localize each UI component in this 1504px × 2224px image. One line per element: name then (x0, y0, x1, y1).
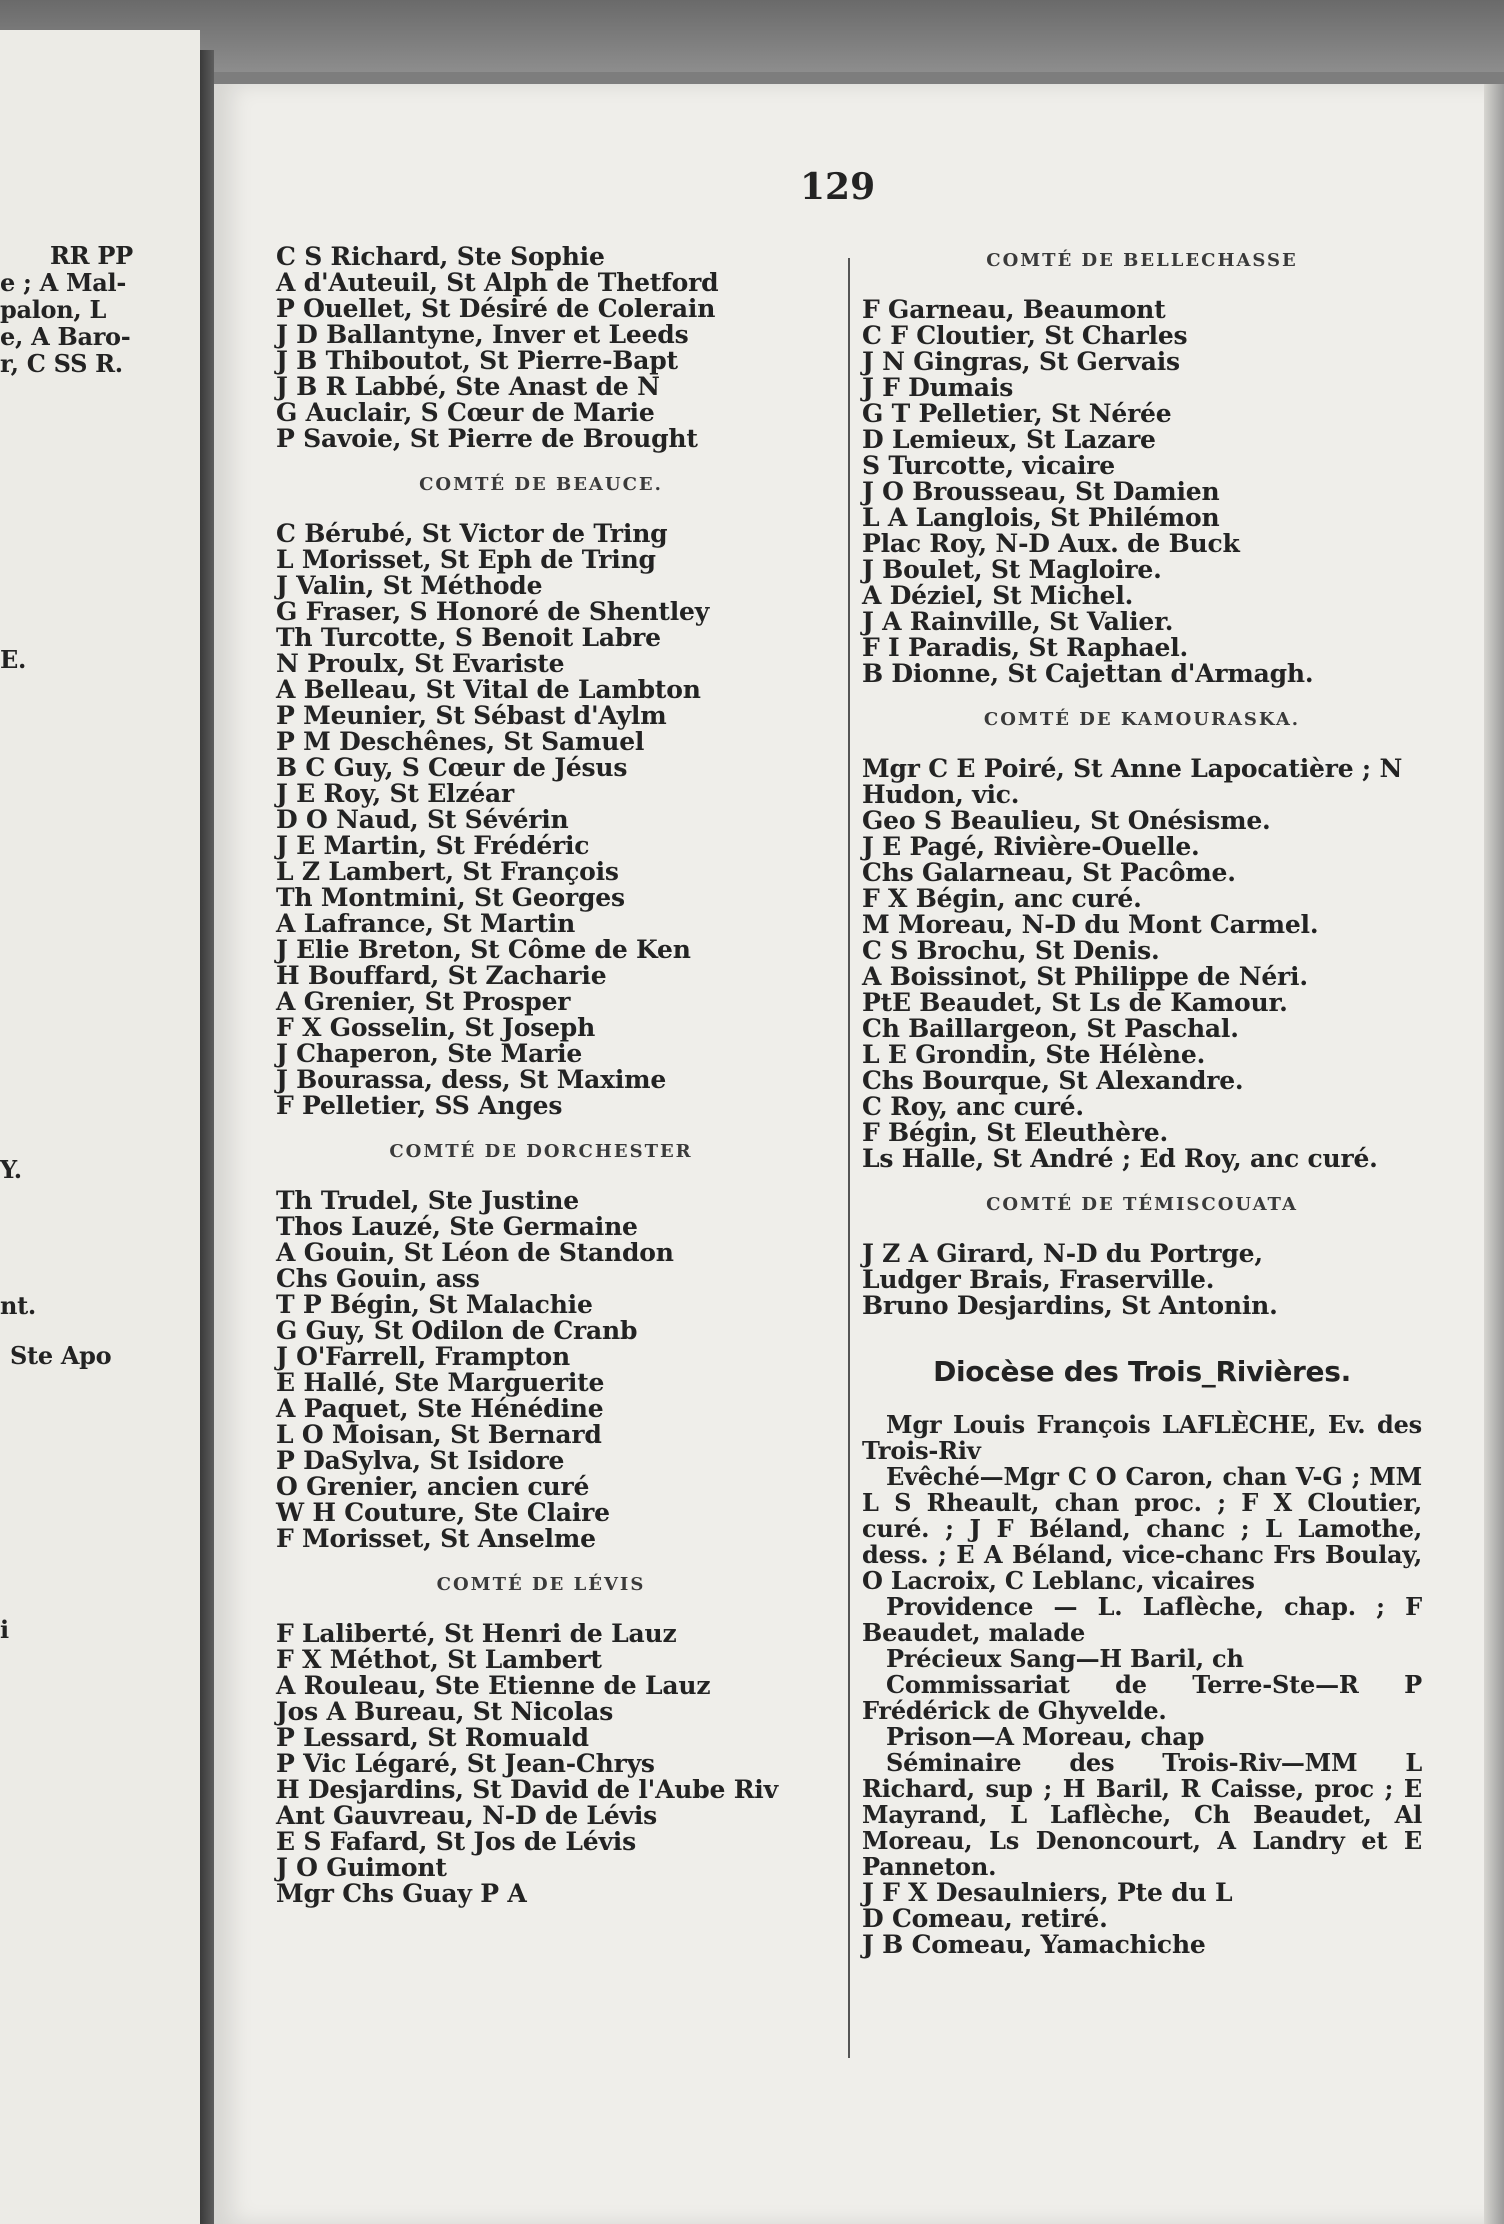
book-gutter (200, 50, 214, 2224)
entry-line: F Pelletier, SS Anges (276, 1091, 563, 1120)
entry-line: P Meunier, St Sébast d'Aylm (276, 701, 667, 730)
section-heading: COMTÉ DE BELLECHASSE (986, 250, 1298, 271)
section-heading: COMTÉ DE LÉVIS (436, 1574, 646, 1595)
entry-line: F Morisset, St Anselme (276, 1524, 596, 1553)
entry-line: G Auclair, S Cœur de Marie (276, 398, 655, 427)
entry-line: W H Couture, Ste Claire (276, 1498, 610, 1527)
entry-line: C Roy, anc curé. (862, 1092, 1084, 1121)
entry-line: Th Turcotte, S Benoit Labre (276, 623, 661, 652)
page-edge (1484, 84, 1504, 2224)
facing-page (0, 30, 200, 2224)
entry-line: J A Rainville, St Valier. (862, 607, 1174, 636)
entry-line: F I Paradis, St Raphael. (862, 633, 1189, 662)
entry-line: J Bourassa, dess, St Maxime (276, 1065, 667, 1094)
entry-line: Jos A Bureau, St Nicolas (276, 1697, 614, 1726)
entry-line: N Proulx, St Evariste (276, 649, 565, 678)
facing-page-text: nt. (0, 1291, 36, 1320)
entry-line: Thos Lauzé, Ste Germaine (276, 1212, 638, 1241)
entry-line: E S Fafard, St Jos de Lévis (276, 1827, 636, 1856)
entry-line: H Bouffard, St Zacharie (276, 961, 607, 990)
entry-line: Ch Baillargeon, St Paschal. (862, 1014, 1239, 1043)
entry-line: F X Bégin, anc curé. (862, 884, 1142, 913)
diocese-paragraph: Séminaire des Trois-Riv—MM L Richard, sup ; H Baril, R Caisse, proc ; E Mayrand, L Laflèche, Ch Beaudet, Al Moreau, Ls Denoncourt, A Landry et E Panneton. (862, 1748, 1422, 1881)
facing-page-text: E. (0, 645, 27, 674)
entry-line: L Morisset, St Eph de Tring (276, 545, 656, 574)
entry-line: D Lemieux, St Lazare (862, 425, 1156, 454)
entry-line: J D Ballantyne, Inver et Leeds (276, 320, 689, 349)
diocese-paragraph: Précieux Sang—H Baril, ch (886, 1644, 1244, 1673)
entry-line: F X Gosselin, St Joseph (276, 1013, 596, 1042)
entry-line: A Déziel, St Michel. (862, 581, 1134, 610)
entry-line: L O Moisan, St Bernard (276, 1420, 602, 1449)
entry-line: A Belleau, St Vital de Lambton (276, 675, 701, 704)
left-column (276, 244, 806, 1907)
entry-line: J Boulet, St Magloire. (862, 555, 1162, 584)
entry-line: P Vic Légaré, St Jean-Chrys (276, 1749, 655, 1778)
entry-line: Chs Bourque, St Alexandre. (862, 1066, 1244, 1095)
facing-page-text: e, A Baro- (0, 322, 131, 351)
facing-page-text: Ste Apo (10, 1341, 112, 1370)
diocese-paragraph: Providence — L. Laflèche, chap. ; F Beaudet, malade (862, 1592, 1422, 1647)
section-heading: COMTÉ DE KAMOURASKA. (983, 709, 1301, 730)
entry-line: H Desjardins, St David de l'Aube Riv (276, 1775, 778, 1804)
entry-line: Chs Galarneau, St Pacôme. (862, 858, 1236, 887)
entry-line: Mgr Chs Guay P A (276, 1879, 527, 1908)
entry-line: J Chaperon, Ste Marie (276, 1039, 583, 1068)
entry-line: J Valin, St Méthode (276, 571, 543, 600)
entry-line: Chs Gouin, ass (276, 1264, 480, 1293)
entry-line: P Ouellet, St Désiré de Colerain (276, 294, 716, 323)
diocese-paragraph: Commissariat de Terre-Ste—R P Frédérick de Ghyvelde. (862, 1670, 1422, 1725)
scan-top-shadow (0, 0, 1504, 72)
entry-line: M Moreau, N-D du Mont Carmel. (862, 910, 1319, 939)
entry-line: J E Roy, St Elzéar (276, 779, 515, 808)
entry-line: C Bérubé, St Victor de Tring (276, 519, 668, 548)
right-column (862, 250, 1422, 1958)
entry-line: A Boissinot, St Philippe de Néri. (862, 962, 1308, 991)
entry-line: A Paquet, Ste Hénédine (276, 1394, 604, 1423)
entry-line: F X Méthot, St Lambert (276, 1645, 602, 1674)
entry-line: J B R Labbé, Ste Anast de N (276, 372, 660, 401)
facing-page-text: r, C SS R. (0, 349, 123, 378)
entry-line: PtE Beaudet, St Ls de Kamour. (862, 988, 1288, 1017)
diocese-paragraph: Prison—A Moreau, chap (886, 1722, 1205, 1751)
entry-line: J F Dumais (862, 373, 1014, 402)
entry-line: C S Richard, Ste Sophie (276, 242, 605, 271)
entry-line: Ludger Brais, Fraserville. (862, 1265, 1215, 1294)
entry-line: A Rouleau, Ste Etienne de Lauz (276, 1671, 711, 1700)
entry-line: Bruno Desjardins, St Antonin. (862, 1291, 1278, 1320)
entry-line: C F Cloutier, St Charles (862, 321, 1188, 350)
entry-line: T P Bégin, St Malachie (276, 1290, 593, 1319)
entry-line: J Elie Breton, St Côme de Ken (276, 935, 691, 964)
entry-line: G Fraser, S Honoré de Shentley (276, 597, 710, 626)
entry-line: G Guy, St Odilon de Cranb (276, 1316, 638, 1345)
diocese-paragraph: Mgr Louis François LAFLÈCHE, Ev. des Trois-Riv (862, 1410, 1422, 1465)
entry-line: F Bégin, St Eleuthère. (862, 1118, 1169, 1147)
entry-line: B C Guy, S Cœur de Jésus (276, 753, 628, 782)
entry-line: J F X Desaulniers, Pte du L (862, 1878, 1233, 1907)
section-heading: COMTÉ DE BEAUCE. (419, 474, 663, 495)
entry-line: F Laliberté, St Henri de Lauz (276, 1619, 677, 1648)
diocese-paragraph: Evêché—Mgr C O Caron, chan V-G ; MM L S Rheault, chan proc. ; F X Cloutier, curé. ; J F Béland, chanc ; L Lamothe, dess. ; E A Béland, vice-chanc Frs Boulay, O Lacroix, C Leblanc, vicaires (862, 1462, 1422, 1595)
entry-line: J B Comeau, Yamachiche (862, 1930, 1206, 1959)
entry-line: A Lafrance, St Martin (276, 909, 576, 938)
entry-line: P Lessard, St Romuald (276, 1723, 589, 1752)
entry-line: Th Montmini, St Georges (276, 883, 625, 912)
facing-page-text: Y. (0, 1155, 22, 1184)
entry-line: J Z A Girard, N-D du Portrge, (862, 1239, 1263, 1268)
entry-line: D O Naud, St Sévérin (276, 805, 569, 834)
entry-line: Ls Halle, St André ; Ed Roy, anc curé. (862, 1144, 1378, 1173)
entry-line: P Savoie, St Pierre de Brought (276, 424, 698, 453)
entry-line: F Garneau, Beaumont (862, 295, 1166, 324)
entry-line: J E Pagé, Rivière-Ouelle. (862, 832, 1200, 861)
entry-line: B Dionne, St Cajettan d'Armagh. (862, 659, 1314, 688)
section-heading: COMTÉ DE DORCHESTER (389, 1141, 693, 1162)
facing-page-text: e ; A Mal- (0, 268, 127, 297)
column-divider (848, 258, 850, 2058)
section-heading: COMTÉ DE TÉMISCOUATA (986, 1194, 1298, 1215)
facing-page-text: RR PP (50, 241, 133, 270)
page-number: 129 (800, 166, 876, 208)
entry-line: P DaSylva, St Isidore (276, 1446, 565, 1475)
entry-line: L Z Lambert, St François (276, 857, 619, 886)
entry-line: L A Langlois, St Philémon (862, 503, 1220, 532)
entry-line: O Grenier, ancien curé (276, 1472, 590, 1501)
entry-line: J O Brousseau, St Damien (862, 477, 1220, 506)
entry-line: A Gouin, St Léon de Standon (276, 1238, 674, 1267)
entry-line: J E Martin, St Frédéric (276, 831, 590, 860)
entry-line: P M Deschênes, St Samuel (276, 727, 645, 756)
entry-line: Th Trudel, Ste Justine (276, 1186, 579, 1215)
entry-line: D Comeau, retiré. (862, 1904, 1108, 1933)
entry-line: J O'Farrell, Frampton (276, 1342, 571, 1371)
entry-line: J B Thiboutot, St Pierre-Bapt (276, 346, 678, 375)
entry-line: A Grenier, St Prosper (276, 987, 571, 1016)
entry-line: L E Grondin, Ste Hélène. (862, 1040, 1206, 1069)
entry-line: E Hallé, Ste Marguerite (276, 1368, 605, 1397)
entry-line: Plac Roy, N-D Aux. de Buck (862, 529, 1240, 558)
entry-line: Mgr C E Poiré, St Anne Lapocatière ; N Hudon, vic. (862, 754, 1403, 809)
entry-line: A d'Auteuil, St Alph de Thetford (276, 268, 719, 297)
entry-line: G T Pelletier, St Nérée (862, 399, 1172, 428)
entry-line: S Turcotte, vicaire (862, 451, 1115, 480)
entry-line: J O Guimont (276, 1853, 447, 1882)
entry-line: Ant Gauvreau, N-D de Lévis (276, 1801, 658, 1830)
entry-line: Geo S Beaulieu, St Onésisme. (862, 806, 1271, 835)
entry-line: C S Brochu, St Denis. (862, 936, 1160, 965)
diocese-title: Diocèse des Trois_Rivières. (933, 1355, 1351, 1388)
entry-line: J N Gingras, St Gervais (862, 347, 1180, 376)
facing-page-text: palon, L (0, 295, 107, 324)
facing-page-text: i (0, 1615, 9, 1644)
